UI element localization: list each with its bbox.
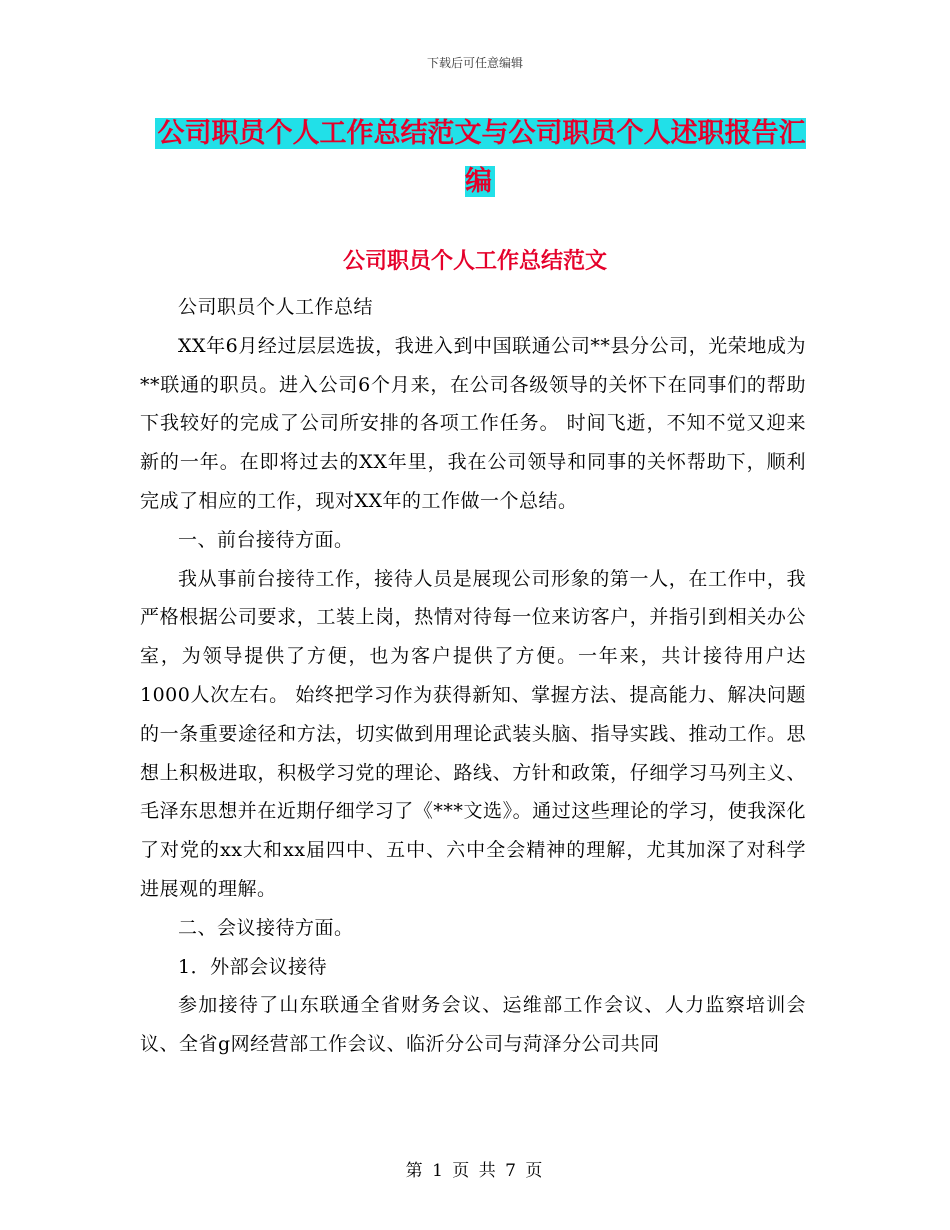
header-note: 下载后可任意编辑: [426, 56, 523, 70]
body-text: [140, 288, 806, 1064]
paragraph: 参加接待了山东联通全省财务会议、运维部工作会议、人力监察培训会议、全省g网经营部工作会议、临沂分公司与菏泽分公司共同: [140, 994, 806, 1056]
document-title: [140, 110, 820, 206]
page-footer: 第 1 页 共 7 页: [405, 1161, 545, 1181]
paragraph: 一、前台接待方面。: [178, 528, 354, 551]
paragraph: 二、会议接待方面。: [178, 916, 354, 939]
paragraph: 公司职员个人工作总结: [178, 296, 374, 318]
document-title-text: 公司职员个人工作总结范文与公司职员个人述职报告汇编: [155, 118, 806, 197]
section-title: 公司职员个人工作总结范文: [342, 249, 607, 274]
paragraph: 我从事前台接待工作，接待人员是展现公司形象的第一人，在工作中，我严格根据公司要求，工装上岗，热情对待每一位来访客户，并指引到相关办公室，为领导提供了方便，也为客户提供了方便。一年来，共计接待用户达1000人次左右。 始终把学习作为获得新知、掌握方法、提高能力、解决问题的一条重要途径和方法，切实做到用理论武装头脑、指导实践、推动工作。思想上积极进取，积极学习党的理论、路线、方针和政策，仔细学习马列主义、毛泽东思想并在近期仔细学习了《***文选》。通过这些理论的学习，使我深化了对党的xx大和xx届四中、五中、六中全会精神的理解，尤其加深了对科学进展观的理解。: [140, 567, 806, 900]
paragraph: XX年6月经过层层选拔，我进入到中国联通公司**县分公司，光荣地成为**联通的职员。进入公司6个月来，在公司各级领导的关怀下在同事们的帮助下我较好的完成了公司所安排的各项工作任务。 时间飞逝，不知不觉又迎来新的一年。在即将过去的XX年里，我在公司领导和同事的关怀帮助下，顺利完成了相应的工作，现对XX年的工作做一个总结。: [140, 334, 806, 512]
paragraph: 1．外部会议接待: [178, 955, 328, 978]
